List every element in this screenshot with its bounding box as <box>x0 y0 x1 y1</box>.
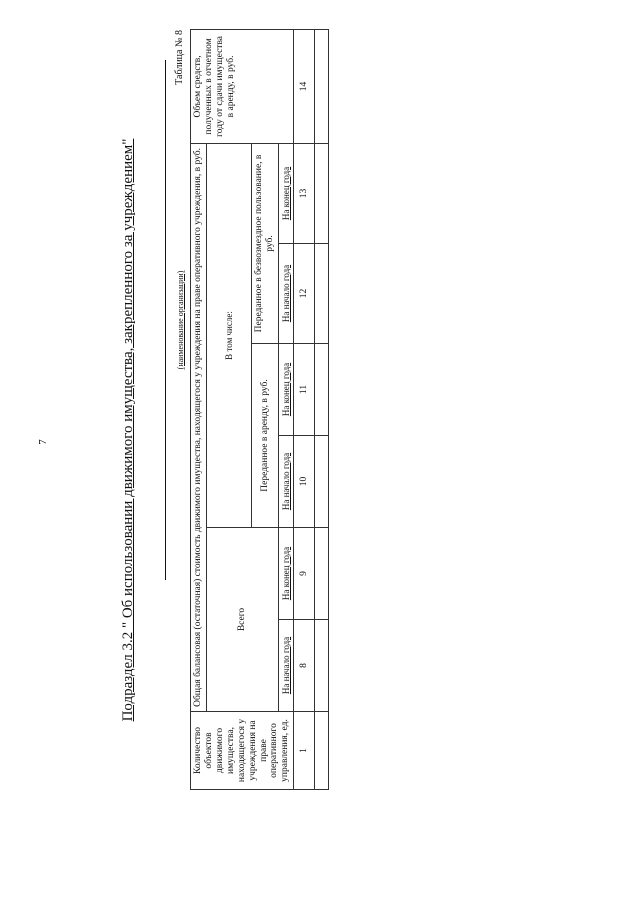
objects-count-header: Количество объектов движимого имущества, находящегося у учреждения на праве оперативного управления, ед. <box>191 712 294 790</box>
total-header: Всего <box>206 528 278 712</box>
page-number: 7 <box>36 439 49 445</box>
data-cell[interactable] <box>315 620 329 712</box>
rent-start-year: На начало года <box>278 436 293 528</box>
column-number: 12 <box>294 244 315 344</box>
movable-property-table <box>190 29 329 790</box>
document-sheet <box>110 30 360 790</box>
organization-name-line <box>165 60 166 580</box>
data-cell[interactable] <box>315 344 329 436</box>
column-number: 8 <box>294 620 315 712</box>
total-end-year: На конец года <box>278 528 293 620</box>
free-use-start-year: На начало года <box>278 244 293 344</box>
free-use-header: Переданное в безвозмездное пользование, в руб. <box>252 143 279 343</box>
column-number: 9 <box>294 528 315 620</box>
rent-income-header: Объем средств, полученных в отчетном году от сдачи имущества в аренду, в руб. <box>191 29 294 143</box>
organization-caption: (наименование организации) <box>176 270 185 370</box>
column-numbers-row <box>294 29 315 789</box>
data-cell[interactable] <box>315 29 329 143</box>
data-cell[interactable] <box>315 244 329 344</box>
data-cell[interactable] <box>315 436 329 528</box>
column-number: 10 <box>294 436 315 528</box>
total-start-year: На начало года <box>278 620 293 712</box>
data-cell[interactable] <box>315 143 329 243</box>
data-cell[interactable] <box>315 712 329 790</box>
rent-end-year: На конец года <box>278 344 293 436</box>
table-label: Таблица № 8 <box>174 30 185 85</box>
free-use-end-year: На конец года <box>278 143 293 243</box>
data-cell[interactable] <box>315 528 329 620</box>
rent-header: Переданное в аренду, в руб. <box>252 344 279 528</box>
section-title: Подраздел 3.2 " Об использовании движимого имущества, закрепленного за учреждением" <box>120 138 136 722</box>
column-number: 13 <box>294 143 315 243</box>
in-that-number-header: В том числе: <box>206 143 251 527</box>
balance-value-header: Общая балансовая (остаточная) стоимость движимого имущества, находящегося у учреждения на праве оперативного учреждения, в руб. <box>191 143 207 711</box>
column-number: 11 <box>294 344 315 436</box>
column-number: 14 <box>294 29 315 143</box>
empty-data-row <box>315 29 329 789</box>
column-number: 1 <box>294 712 315 790</box>
